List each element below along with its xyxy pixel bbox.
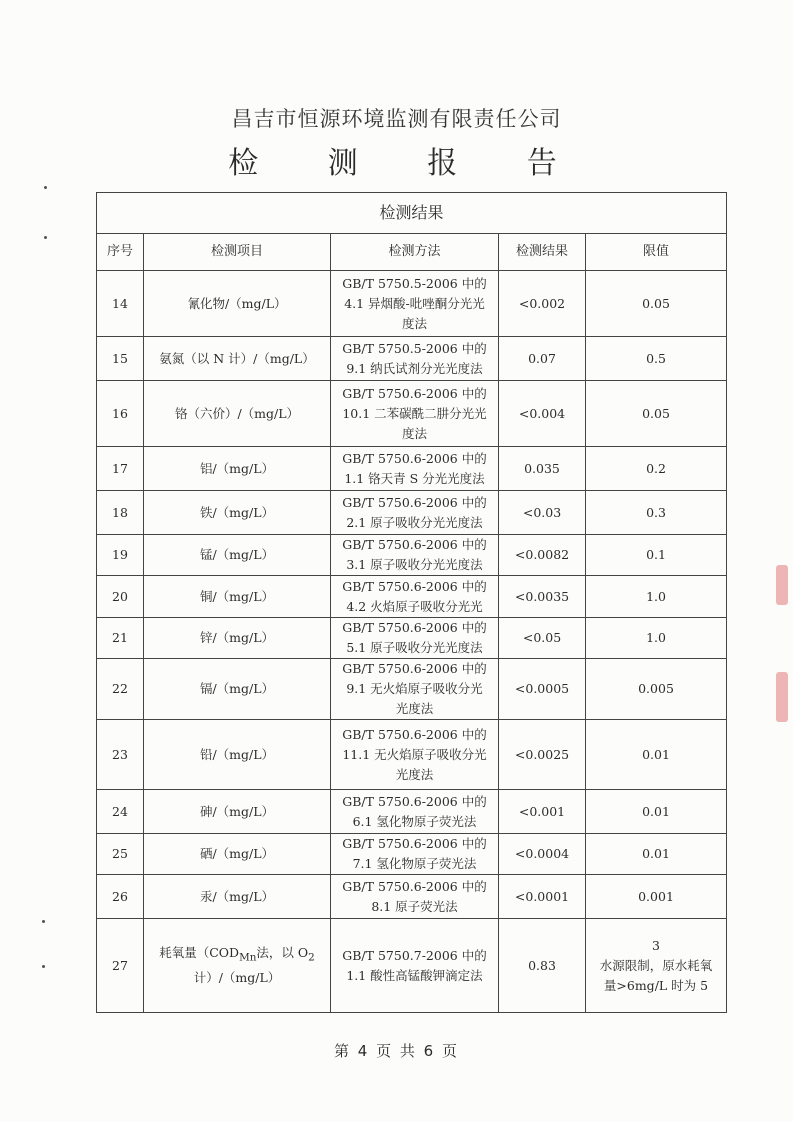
column-header-result: 检测结果 [499,234,586,271]
test-method-line: 5.1 原子吸收分光光度法 [346,640,483,655]
table-row [97,271,727,337]
test-method [331,659,499,720]
table-row [97,919,727,1013]
limit-value [586,875,727,919]
limit-value [586,337,727,381]
table-row [97,447,727,491]
test-method-line: 光度法 [395,701,434,716]
test-method-line: GB/T 5750.6-2006 中的 [342,578,487,594]
test-item: 锰/（mg/L） [144,535,331,576]
test-method [331,491,499,535]
limit-value [586,535,727,576]
page-prefix: 第 [333,1042,351,1060]
row-number: 25 [97,834,144,875]
test-result: <0.0035 [499,576,586,618]
test-method-line: GB/T 5750.6-2006 中的 [342,494,487,510]
limit-value-line: 0.001 [638,888,674,904]
test-result: <0.0025 [499,720,586,790]
test-item: 铁/（mg/L） [144,491,331,535]
column-header-item: 检测项目 [144,234,331,271]
test-result: <0.0004 [499,834,586,875]
row-number: 23 [97,720,144,790]
test-result: 0.07 [499,337,586,381]
scan-speck [42,965,45,968]
test-method-line: GB/T 5750.6-2006 中的 [342,726,487,742]
test-method-line: 光度法 [395,766,434,782]
test-method [331,381,499,447]
table-row [97,337,727,381]
limit-value-line: 0.5 [646,350,666,366]
test-method-line: GB/T 5750.5-2006 中的 [342,340,487,356]
table-body [97,271,727,1013]
test-method-line: GB/T 5750.6-2006 中的 [342,836,487,851]
test-method-line: GB/T 5750.6-2006 中的 [342,620,487,635]
company-name: 昌吉市恒源环境监测有限责任公司 [231,107,562,131]
test-method-line: 1.1 酸性高锰酸钾滴定法 [346,967,483,983]
limit-value-line: 3 [652,937,660,953]
test-method-line: 9.1 纳氏试剂分光光度法 [346,360,483,376]
test-item: 氰化物/（mg/L） [144,271,331,337]
row-number: 26 [97,875,144,919]
test-method [331,875,499,919]
test-method-line: 度法 [401,425,427,441]
table-row [97,618,727,659]
limit-value-line: 0.01 [642,846,670,861]
test-method [331,720,499,790]
test-method [331,576,499,618]
stamp-edge-mark [776,672,788,722]
table-row [97,790,727,834]
row-number: 22 [97,659,144,720]
table-header-row [97,234,727,271]
test-item: 铬（六价）/（mg/L） [144,381,331,447]
limit-value-line: 量>6mg/L 时为 5 [603,977,709,993]
test-method [331,271,499,337]
scan-speck [44,236,47,239]
column-header-method: 检测方法 [331,234,499,271]
test-method-line: 6.1 氢化物原子荧光法 [352,813,477,829]
limit-value [586,381,727,447]
results-table [96,192,727,1013]
test-item: 氨氮（以 N 计）/（mg/L） [144,337,331,381]
test-result: <0.002 [499,271,586,337]
table-row [97,576,727,618]
test-method [331,337,499,381]
test-result: <0.03 [499,491,586,535]
limit-value-line: 0.1 [646,547,666,562]
test-item: 铝/（mg/L） [144,447,331,491]
scan-speck [44,186,47,189]
test-method-line: 度法 [401,315,427,331]
limit-value [586,790,727,834]
limit-value [586,618,727,659]
scan-speck [42,920,45,923]
limit-value-line: 0.2 [646,460,666,476]
test-method-line: 10.1 二苯碳酰二肼分光光 [342,405,487,421]
limit-value-line: 1.0 [646,588,666,604]
limit-value-line: 0.01 [642,746,670,762]
row-number: 16 [97,381,144,447]
column-header-limit: 限值 [586,234,727,271]
test-method [331,790,499,834]
test-item: 铜/（mg/L） [144,576,331,618]
report-title: 检 测 报 告 [228,146,587,181]
test-method-line: GB/T 5750.6-2006 中的 [342,661,487,676]
test-method [331,919,499,1013]
test-result: <0.0005 [499,659,586,720]
table-row [97,535,727,576]
test-method-line: GB/T 5750.6-2006 中的 [342,793,487,809]
page-suffix: 页 [442,1042,460,1060]
row-number: 19 [97,535,144,576]
test-item: 砷/（mg/L） [144,790,331,834]
table-row [97,875,727,919]
test-method-line: GB/T 5750.5-2006 中的 [342,275,487,291]
limit-value [586,834,727,875]
test-method-line: GB/T 5750.6-2006 中的 [342,878,487,894]
test-item: 镉/（mg/L） [144,659,331,720]
test-method-line: 7.1 氢化物原子荧光法 [352,856,477,871]
limit-value [586,576,727,618]
limit-value [586,491,727,535]
row-number: 24 [97,790,144,834]
page-current: 4 [357,1042,370,1060]
test-method-line: GB/T 5750.6-2006 中的 [342,537,487,552]
test-result: <0.0001 [499,875,586,919]
test-method [331,535,499,576]
row-number: 17 [97,447,144,491]
test-method [331,618,499,659]
table-row [97,491,727,535]
test-method-line: 1.1 铬天青 S 分光光度法 [344,470,485,486]
test-result: 0.83 [499,919,586,1013]
test-method-line: 4.2 火焰原子吸收分光光 [346,598,483,614]
row-number: 27 [97,919,144,1013]
limit-value [586,659,727,720]
test-method-line: GB/T 5750.7-2006 中的 [342,947,487,963]
table-row [97,659,727,720]
limit-value-line: 水源限制，原水耗氧 [599,957,713,973]
row-number: 21 [97,618,144,659]
stamp-edge-mark [776,565,788,605]
table-caption: 检测结果 [97,193,727,234]
test-result: <0.05 [499,618,586,659]
test-method-line: GB/T 5750.6-2006 中的 [342,385,487,401]
test-method-line: 4.1 异烟酸-吡唑酮分光光 [344,295,485,311]
column-header-no: 序号 [97,234,144,271]
limit-value [586,271,727,337]
row-number: 15 [97,337,144,381]
test-item: 汞/（mg/L） [144,875,331,919]
table-row [97,834,727,875]
test-method [331,447,499,491]
test-method-line: GB/T 5750.6-2006 中的 [342,450,487,466]
test-result: 0.035 [499,447,586,491]
limit-value [586,919,727,1013]
test-item: 锌/（mg/L） [144,618,331,659]
test-method-line: 3.1 原子吸收分光光度法 [346,557,483,572]
row-number: 14 [97,271,144,337]
test-method-line: 11.1 无火焰原子吸收分光 [342,746,487,762]
table-row [97,720,727,790]
page-total: 6 [423,1042,436,1060]
limit-value [586,720,727,790]
limit-value-line: 0.05 [642,295,670,311]
page-number [0,1040,793,1061]
test-item: 铅/（mg/L） [144,720,331,790]
test-method-line: 8.1 原子荧光法 [371,898,458,914]
limit-value-line: 1.0 [646,630,666,645]
row-number: 20 [97,576,144,618]
limit-value-line: 0.05 [642,405,670,421]
row-number: 18 [97,491,144,535]
test-method-line: 2.1 原子吸收分光光度法 [346,514,483,530]
page-middle: 页 共 [376,1042,417,1060]
limit-value-line: 0.01 [642,803,670,819]
test-item: 耗氧量（$COD_{Mn}$法，以 $O_2$计）/（mg/L） [144,919,331,1013]
test-method-line: 9.1 无火焰原子吸收分光 [346,681,483,696]
table-row [97,381,727,447]
test-result: <0.004 [499,381,586,447]
limit-value [586,447,727,491]
limit-value-line: 0.3 [646,504,666,520]
limit-value-line: 0.005 [638,681,674,696]
test-result: <0.0082 [499,535,586,576]
test-item: 硒/（mg/L） [144,834,331,875]
test-result: <0.001 [499,790,586,834]
test-method [331,834,499,875]
